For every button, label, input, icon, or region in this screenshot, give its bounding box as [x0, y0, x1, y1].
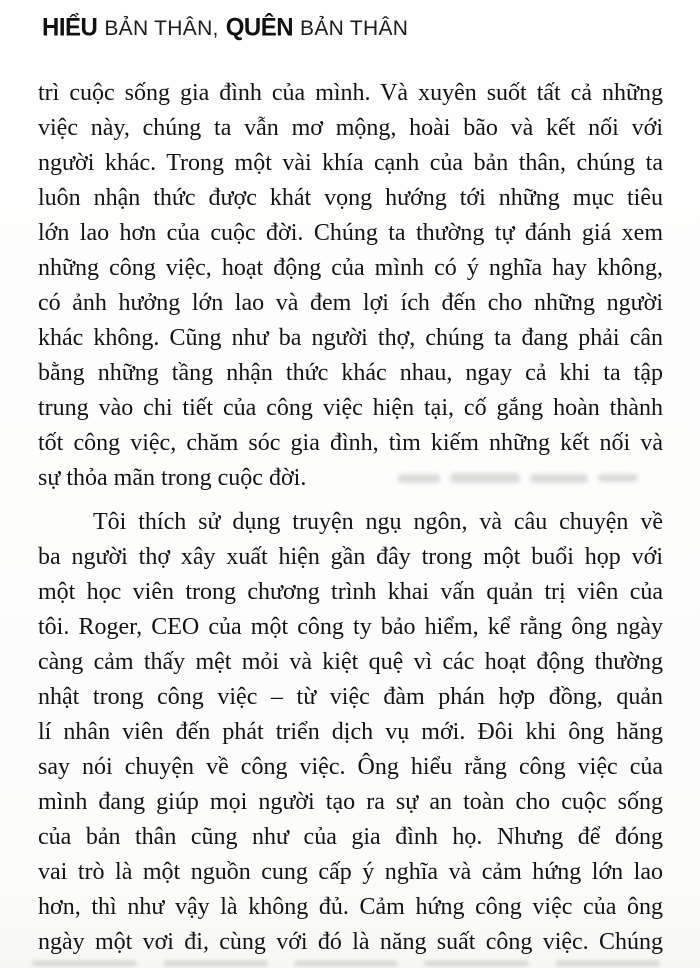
text-line: bằng những tầng nhận thức khác nhau, ngay cả khi ta tập: [38, 360, 663, 386]
text-line: trì cuộc sống gia đình của mình. Và xuyên suốt tất cả những: [38, 80, 663, 106]
text-line: những công việc, hoạt động của mình có ý nghĩa hay không,: [38, 255, 663, 281]
text-line: say nói chuyện về công việc. Ông hiểu rằng công việc của: [38, 754, 663, 780]
text-line: vai trò là một nguồn cung cấp ý nghĩa và cảm hứng lớn lao: [38, 859, 663, 885]
text-line: khác không. Cũng như ba người thợ, chúng ta đang phải cân: [38, 325, 663, 351]
text-line: của bản thân cũng như của gia đình họ. Nhưng để đóng: [38, 824, 663, 850]
text-line: một học viên trong chương trình khai vấn quản trị viên của: [38, 579, 663, 605]
header-word-display-2: QUÊN: [225, 13, 294, 42]
text-line: có ảnh hưởng lớn lao và đem lợi ích đến cho những người: [38, 290, 663, 316]
paragraph-1: [38, 76, 663, 496]
text-line: tốt công việc, chăm sóc gia đình, tìm kiếm những kết nối và: [38, 430, 663, 456]
text-line: ngày một vơi đi, cùng với đó là năng suất công việc. Chúng: [38, 929, 663, 955]
header-word-display-1: HIỂU: [42, 13, 98, 42]
header-word-regular-2: BẢN THÂN: [300, 17, 409, 40]
paragraph-2: [38, 505, 663, 960]
text-line: càng cảm thấy mệt mỏi và kiệt quệ vì các hoạt động thường: [38, 649, 663, 675]
text-line: Tôi thích sử dụng truyện ngụ ngôn, và câu chuyện về: [93, 509, 663, 535]
text-line: trung vào chi tiết của công việc hiện tại, cố gắng hoàn thành: [38, 395, 663, 421]
text-line: việc này, chúng ta vẫn mơ mộng, hoài bão và kết nối với: [38, 115, 663, 141]
text-line: nhật trong công việc – từ việc đàm phán hợp đồng, quản: [38, 684, 663, 710]
text-line: luôn nhận thức được khát vọng hướng tới những mục tiêu: [38, 185, 663, 211]
text-line: người khác. Trong một vài khía cạnh của bản thân, chúng ta: [38, 150, 663, 176]
text-line: mình đang giúp mọi người tạo ra sự an toàn cho cuộc sống: [38, 789, 663, 815]
text-line: hơn, thì như vậy là không đủ. Cảm hứng công việc của ông: [38, 894, 663, 920]
running-header: [42, 14, 408, 42]
text-line: lớn lao hơn của cuộc đời. Chúng ta thường tự đánh giá xem: [38, 220, 663, 246]
header-word-regular-1: BẢN THÂN,: [104, 17, 219, 40]
text-line: sự thỏa mãn trong cuộc đời.: [38, 465, 307, 491]
page-body: [38, 76, 663, 960]
page-bottom-scan-artifact: [32, 961, 660, 968]
text-line: lí nhân viên đến phát triển dịch vụ mới. Đôi khi ông hăng: [38, 719, 663, 745]
text-line: ba người thợ xây xuất hiện gần đây trong một buổi họp với: [38, 544, 663, 570]
text-line: tôi. Roger, CEO của một công ty bảo hiểm, kể rằng ông ngày: [38, 614, 663, 640]
